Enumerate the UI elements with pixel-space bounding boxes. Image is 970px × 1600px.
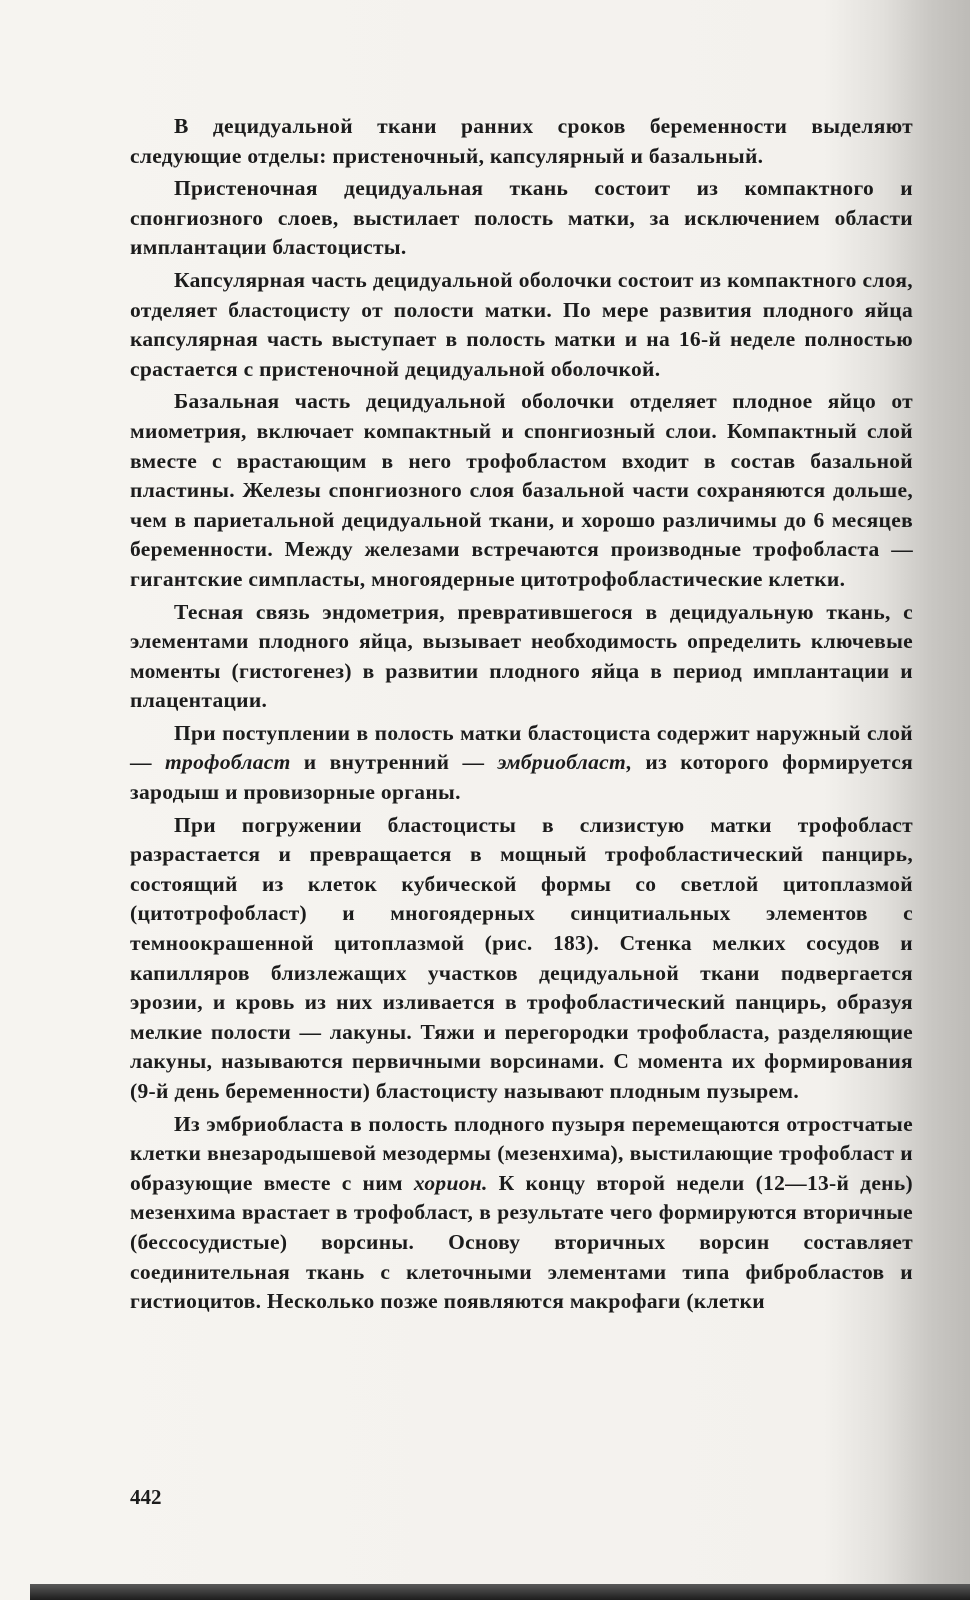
paragraph-histogenesis <box>130 598 913 716</box>
body-text <box>130 112 913 1320</box>
paragraph-parietal <box>130 174 913 263</box>
text-run: В децидуальной ткани ранних сроков беременности выделяют следующие отделы: пристеночный, капсулярный и базальный. <box>130 114 913 168</box>
paragraph-basal <box>130 387 913 594</box>
text-run: При погружении бластоцисты в слизистую матки трофобласт разрастается и превращается в мощный трофобластический панцирь, состоящий из клеток кубической формы со светлой цитоплазмой (цитотрофобласт) и многоядерных синцитиальных элементов с темноокрашенной цитоплазмой (рис. 183). Стенка мелких сосудов и капилляров близлежащих участков децидуальной ткани подвергается эрозии, и кровь из них изливается в трофобластический панцирь, образуя мелкие полости — лакуны. Тяжи и перегородки трофобласта, разделяющие лакуны, называются первичными ворсинами. С момента их формирования (9-й день беременности) бластоцисту называют плодным пузырем. <box>130 812 913 1103</box>
paragraph-blastocyst <box>130 719 913 808</box>
text-run: Из эмбриобласта в полость плодного пузыря перемещаются отростчатые клетки внезародышевой мезодермы (мезенхима), выстилающие трофобласт и образующие вместе с ним <box>130 1111 913 1195</box>
term-trophoblast: трофобласт <box>165 750 291 775</box>
term-embryoblast: эмбриобласт, <box>497 750 633 775</box>
text-run: К концу второй недели (12—13-й день) мезенхима врастает в трофобласт, в результате чего формируются вторичные (бессосудистые) ворсины. Основу вторичных ворсин составляет соединительная ткань с клеточными элементами типа фибробластов и гистиоцитов. Несколько позже появляются макрофаги (клетки <box>130 1170 913 1314</box>
text-run: Базальная часть децидуальной оболочки отделяет плодное яйцо от миометрия, включает компактный и спонгиозный слои. Компактный слой вместе с врастающим в него трофобластом входит в состав базальной пластины. Железы спонгиозного слоя базальной части сохраняются дольше, чем в париетальной децидуальной ткани, и хорошо различимы до 6 месяцев беременности. Между железами встречаются производные трофобласта — гигантские симпласты, многоядерные цитотрофобластические клетки. <box>130 389 913 591</box>
text-run: Тесная связь эндометрия, превратившегося в децидуальную ткань, с элементами плодного яйца, вызывает необходимость определить ключевые моменты (гистогенез) в развитии плодного яйца в период имплантации и плацентации. <box>130 599 913 713</box>
paragraph-trophoblast-shell <box>130 811 913 1107</box>
paragraph-chorion <box>130 1110 913 1317</box>
text-run: из которого формируется зародыш и провизорные органы. <box>130 750 914 805</box>
page-number: 442 <box>130 1485 162 1509</box>
text-run: и внутренний — <box>290 750 498 775</box>
text-run: При поступлении в полость матки бластоциста содержит наружный слой — <box>130 720 913 775</box>
term-chorion: хорион. <box>413 1170 488 1195</box>
text-run: Пристеночная децидуальная ткань состоит из компактного и спонгиозного слоев, выстилает полость матки, за исключением области имплантации бластоцисты. <box>130 176 913 260</box>
scan-edge-shadow <box>30 1584 970 1600</box>
paragraph-deciduals-intro <box>130 112 913 171</box>
text-run: Капсулярная часть децидуальной оболочки состоит из компактного слоя, отделяет бластоцисту от полости матки. По мере развития плодного яйца капсулярная часть выступает в полость матки и на 16-й неделе полностью срастается с пристеночной децидуальной оболочкой. <box>130 267 913 381</box>
paragraph-capsular <box>130 266 913 384</box>
